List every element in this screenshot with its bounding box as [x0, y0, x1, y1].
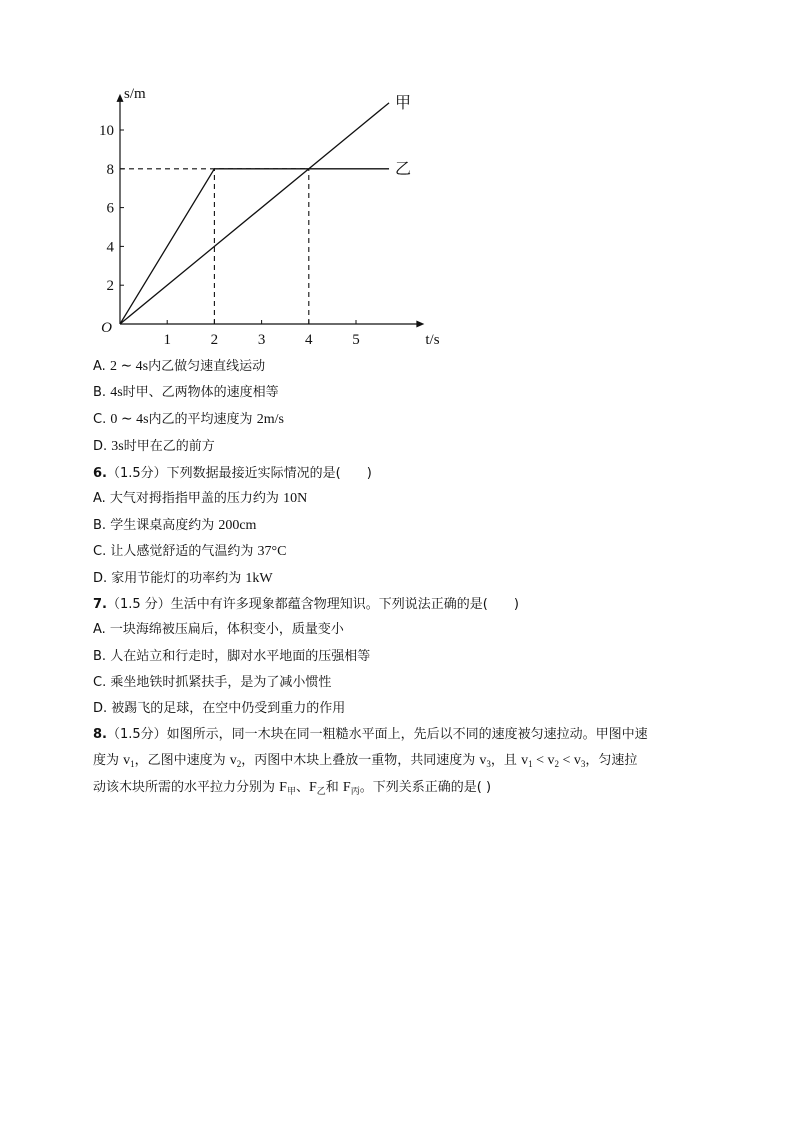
option-d — [93, 700, 345, 718]
option-letter: B. — [93, 649, 107, 664]
option-d — [93, 438, 215, 456]
option-letter: D. — [93, 439, 108, 454]
math-text: 1kW — [245, 571, 273, 586]
question-7-stem — [93, 596, 519, 614]
series-line-2 — [120, 169, 389, 324]
math-text: F — [342, 780, 351, 795]
math-text: 3 — [486, 759, 491, 769]
math-text: 丙 — [350, 786, 360, 796]
question-8-line — [93, 752, 637, 773]
graph-lines — [120, 103, 389, 324]
answer-paren-close: ) — [366, 466, 372, 481]
x-tick-label: 4 — [305, 332, 313, 348]
y-tick-label: 4 — [106, 239, 114, 256]
math-text: v — [479, 753, 487, 768]
option-b — [93, 384, 279, 402]
text-segment: 学生课桌高度约为 — [106, 518, 219, 533]
text-segment: ，乙图中速度为 — [134, 753, 230, 768]
option-letter: A. — [93, 359, 106, 374]
question-number: 6. — [93, 466, 107, 481]
math-text: 0 ∼ 4s — [110, 412, 149, 427]
text-segment: 让人感觉舒适的气温约为 — [106, 544, 258, 559]
series-label: 甲 — [395, 94, 412, 112]
option-a — [93, 621, 344, 639]
text-segment: 内乙做匀速直线运动 — [148, 359, 266, 374]
math-text: 4s — [110, 385, 123, 400]
text-segment: 内乙的平均速度为 — [148, 412, 257, 427]
s-t-graph — [92, 85, 440, 351]
math-text: < v — [532, 753, 555, 768]
option-letter: A. — [93, 622, 106, 637]
math-text: < v — [558, 753, 581, 768]
question-text: （1.5 分）生活中有许多现象都蕴含物理知识。下列说法正确的是( — [106, 597, 488, 612]
option-b — [93, 517, 256, 535]
option-c — [93, 674, 331, 692]
option-letter: A. — [93, 491, 106, 506]
series-label: 乙 — [395, 160, 412, 178]
question-number: 7. — [93, 597, 107, 612]
math-text: 37°C — [257, 544, 287, 559]
math-text: 2 — [236, 759, 242, 769]
option-letter: B. — [93, 385, 107, 400]
question-8-line — [93, 779, 491, 800]
text-segment: 和 — [325, 780, 343, 795]
question-text: （1.5分）下列数据最接近实际情况的是( — [106, 466, 341, 481]
option-c — [93, 411, 284, 429]
x-tick-label: 1 — [163, 332, 171, 348]
math-text: F — [279, 780, 287, 795]
option-letter: D. — [93, 571, 108, 586]
text-segment: 度为 — [93, 753, 124, 768]
origin-label: O — [101, 320, 112, 336]
math-text: v — [521, 753, 529, 768]
math-text: 1 — [130, 759, 135, 769]
x-tick-label: 3 — [257, 332, 266, 348]
math-text: 甲 — [286, 786, 296, 796]
text-segment: 时甲在乙的前方 — [123, 439, 215, 454]
question-8-line — [93, 726, 648, 744]
y-tick-label: 8 — [106, 161, 114, 178]
math-text: 10N — [283, 491, 308, 506]
series-line-1 — [120, 103, 389, 324]
math-text: 3s — [111, 439, 124, 454]
text-segment: 。下列关系正确的是( — [359, 780, 482, 795]
graph-axes — [117, 94, 425, 328]
text-segment: 大气对拇指指甲盖的压力约为 — [105, 491, 284, 506]
math-text: 200cm — [218, 518, 257, 533]
text-segment: （1.5分）如图所示，同一木块在同一粗糙水平面上，先后以不同的速度被匀速拉动。甲图中速 — [106, 727, 648, 742]
math-text: 乙 — [316, 786, 326, 796]
y-tick-label: 10 — [99, 123, 114, 139]
math-text: 2 ∼ 4s — [109, 359, 149, 374]
text-segment: 被踢飞的足球，在空中仍受到重力的作用 — [107, 701, 346, 716]
option-d — [93, 570, 273, 588]
text-segment: 家用节能灯的功率约为 — [107, 571, 246, 586]
text-segment: 动该木块所需的水平拉力分别为 — [93, 780, 280, 795]
math-text: 2m/s — [256, 412, 284, 427]
y-tick-label: 6 — [106, 200, 114, 217]
text-segment: 时甲、乙两物体的速度相等 — [122, 385, 279, 400]
graph-labels — [99, 86, 440, 348]
x-tick-label: 5 — [352, 332, 360, 348]
x-axis-arrow — [416, 321, 424, 328]
math-text: 3 — [580, 759, 586, 769]
option-b — [93, 648, 370, 666]
option-letter: C. — [93, 544, 107, 559]
option-letter: C. — [93, 412, 107, 427]
math-text: F — [308, 780, 317, 795]
text-segment: ，丙图中木块上叠放一重物，共同速度为 — [241, 753, 480, 768]
question-6-stem — [93, 465, 372, 483]
text-segment: 乘坐地铁时抓紧扶手，是为了减小惯性 — [106, 675, 332, 690]
answer-paren-close: ) — [513, 597, 519, 612]
text-segment: ，且 — [490, 753, 522, 768]
option-c — [93, 543, 286, 561]
option-letter: B. — [93, 518, 107, 533]
y-axis-label: s/m — [124, 85, 146, 102]
text-segment: 人在站立和行走时，脚对水平地面的压强相等 — [106, 649, 371, 664]
question-number: 8. — [93, 727, 107, 742]
math-text: v — [123, 753, 131, 768]
y-axis-arrow — [117, 94, 124, 102]
math-text: v — [229, 753, 237, 768]
text-segment: ，匀速拉 — [585, 753, 638, 768]
text-segment: 一块海绵被压扁后，体积变小，质量变小 — [105, 622, 344, 637]
option-letter: C. — [93, 675, 107, 690]
y-tick-label: 2 — [106, 278, 114, 295]
option-a — [93, 358, 265, 376]
option-a — [93, 490, 307, 508]
text-segment: 、 — [295, 780, 309, 795]
math-text: 2 — [554, 759, 559, 769]
option-letter: D. — [93, 701, 108, 716]
x-axis-label: t/s — [425, 332, 440, 348]
text-segment: ) — [485, 780, 492, 795]
math-text: 1 — [528, 759, 533, 769]
x-tick-label: 2 — [210, 332, 219, 348]
